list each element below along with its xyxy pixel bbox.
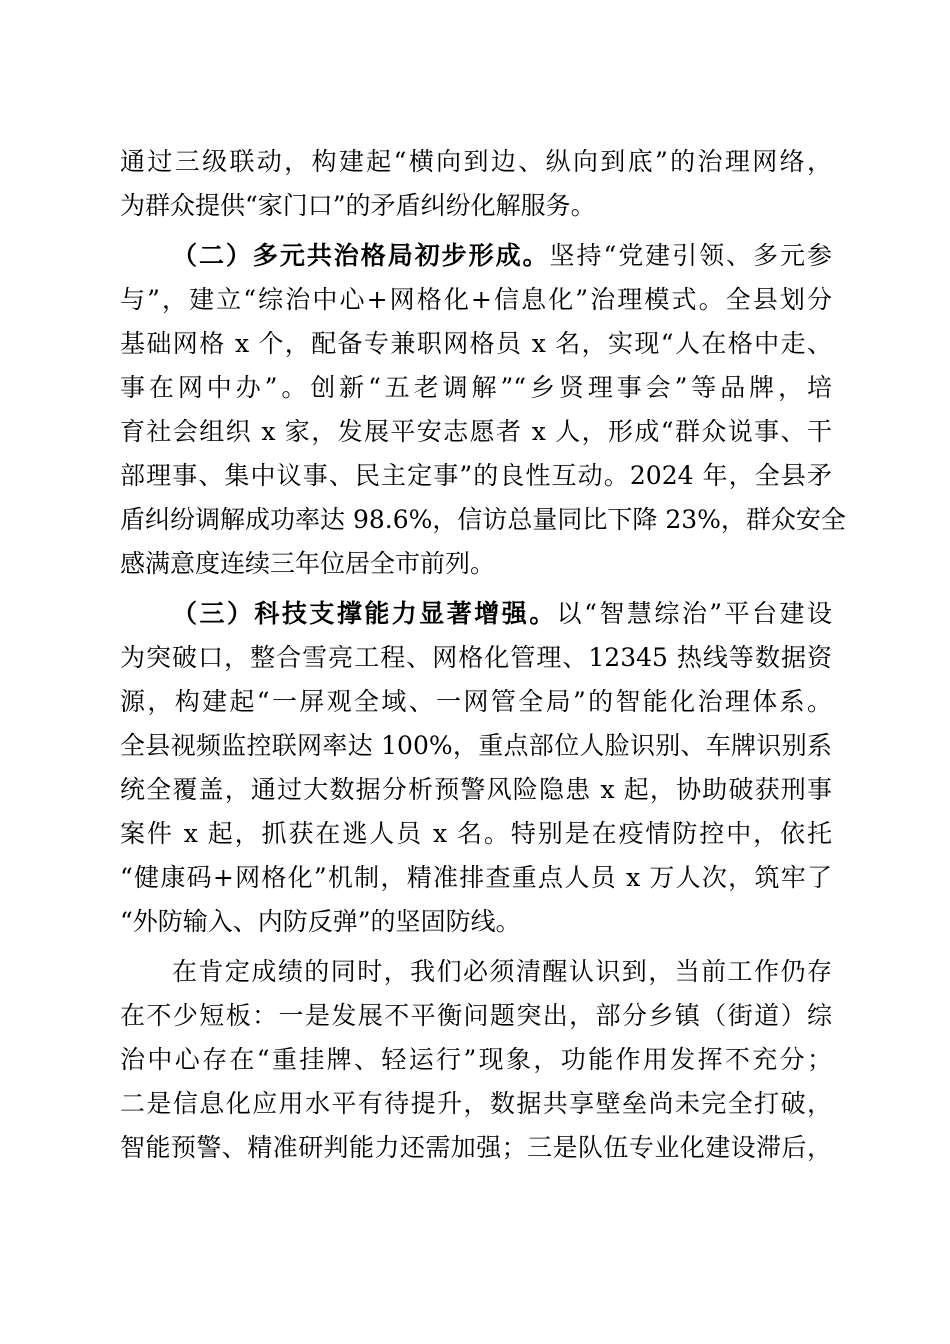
- text-line: 通过三级联动，构建起“横向到边、纵向到底”的治理网络，: [120, 147, 832, 176]
- text-line: 智能预警、精准研判能力还需加强；三是队伍专业化建设滞后，: [120, 1133, 832, 1162]
- text-line: 统全覆盖，通过大数据分析预警风险隐患 x 起，协助破获刑事: [120, 775, 832, 804]
- text-line: 部理事、集中议事、民主定事”的良性互动。2024 年，全县矛: [120, 461, 832, 490]
- text-fragment: 坚持“党建引领、多元参: [549, 241, 832, 270]
- text-line: 源，构建起“一屏观全域、一网管全局”的智能化治理体系。: [120, 687, 832, 716]
- paragraph-section-3: [120, 592, 832, 944]
- text-line: 事在网中办”。创新“五老调解”“乡贤理事会”等品牌，培: [120, 373, 832, 402]
- document-page: [120, 140, 846, 1170]
- text-line: 为突破口，整合雪亮工程、网格化管理、12345 热线等数据资: [120, 643, 832, 672]
- text-line: 治中心存在“重挂牌、轻运行”现象，功能作用发挥不充分；: [120, 1045, 832, 1074]
- text-line: 二是信息化应用水平有待提升，数据共享壁垒尚未完全打破，: [120, 1089, 832, 1118]
- text-fragment: 以“智慧综治”平台建设: [556, 599, 832, 628]
- text-line: 基础网格 x 个，配备专兼职网格员 x 名，实现“人在格中走、: [120, 329, 832, 358]
- text-line: 为群众提供“家门口”的矛盾纠纷化解服务。: [120, 191, 596, 220]
- text-line: “健康码+网格化”机制，精准排查重点人员 x 万人次，筑牢了: [120, 863, 832, 892]
- text-line: 与”，建立“综治中心+网格化+信息化”治理模式。全县划分: [120, 285, 832, 314]
- text-line: “外防输入、内防反弹”的坚固防线。: [120, 907, 521, 936]
- text-line: [120, 592, 832, 636]
- text-line: 在不少短板：一是发展不平衡问题突出，部分乡镇（街道）综: [120, 1001, 832, 1030]
- text-line: 感满意度连续三年位居全市前列。: [120, 549, 496, 578]
- paragraph-shortcomings: [120, 950, 832, 1170]
- text-line: [120, 234, 832, 278]
- text-line: 全县视频监控联网率达 100%，重点部位人脸识别、车牌识别系: [120, 731, 832, 760]
- section-heading: （二）多元共治格局初步形成。: [172, 241, 550, 270]
- section-heading: （三）科技支撑能力显著增强。: [172, 599, 557, 628]
- text-line: 在肯定成绩的同时，我们必须清醒认识到，当前工作仍存: [172, 957, 832, 986]
- text-line: 盾纠纷调解成功率达 98.6%，信访总量同比下降 23%，群众安全: [120, 505, 846, 534]
- text-line: 案件 x 起，抓获在逃人员 x 名。特别是在疫情防控中，依托: [120, 819, 832, 848]
- text-line: 育社会组织 x 家，发展平安志愿者 x 人，形成“群众说事、干: [120, 417, 832, 446]
- paragraph-intro-tail: [120, 140, 832, 228]
- paragraph-section-2: [120, 234, 846, 586]
